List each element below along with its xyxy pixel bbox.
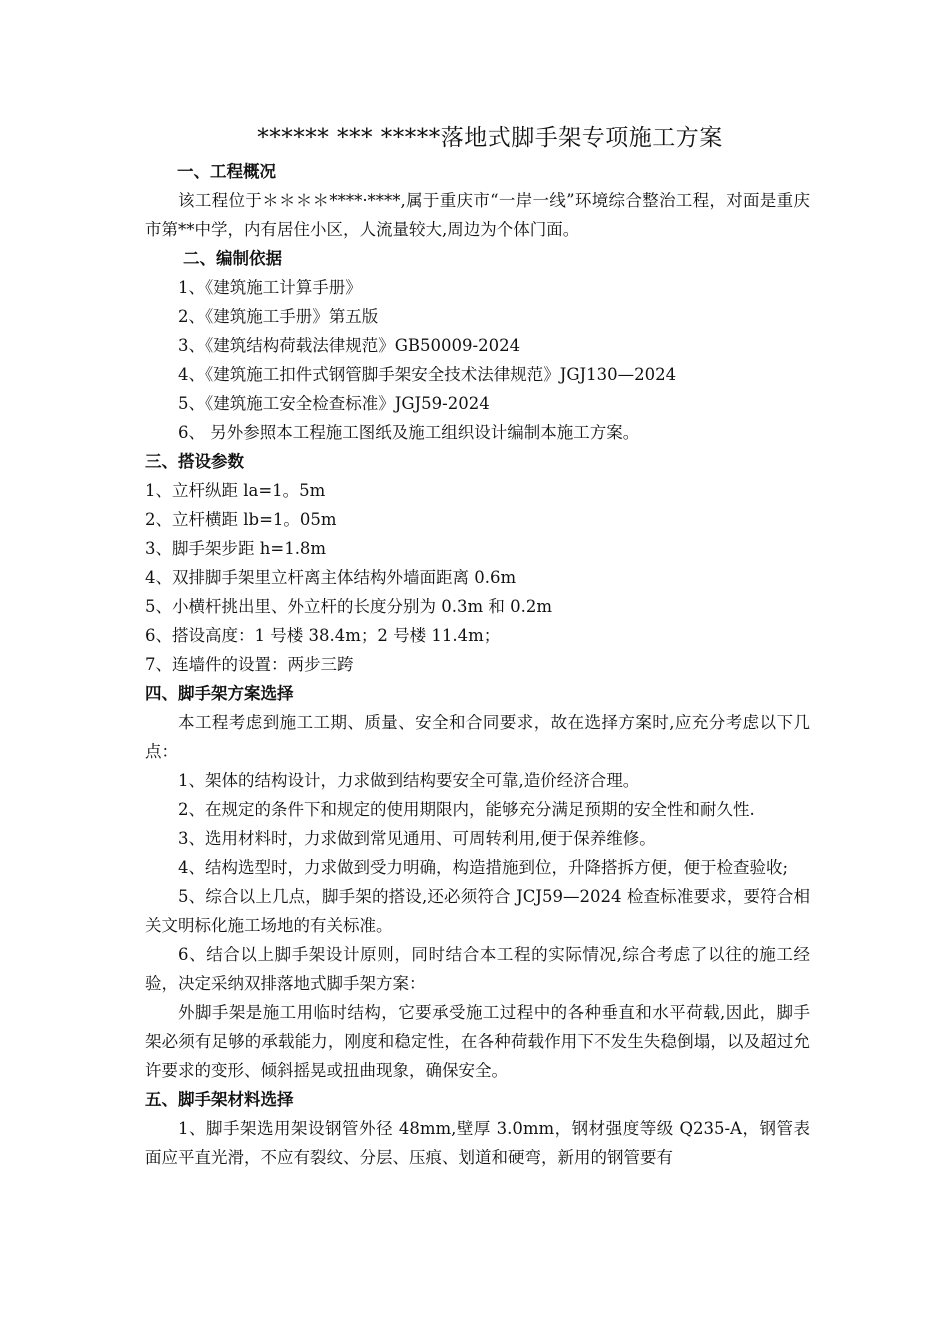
document-body [145, 157, 810, 1172]
parameter-item: 1、立杆纵距 la=1。5m [145, 481, 326, 500]
materials-paragraph: 1、脚手架选用架设钢管外径 48mm,壁厚 3.0mm，钢材强度等级 Q235-A，钢管表面应平直光滑，不应有裂纹、分层、压痕、划道和硬弯，新用的钢管要有 [145, 1119, 810, 1167]
scheme-paragraph: 4、结构选型时，力求做到受力明确，构造措施到位，升降搭拆方便，便于检查验收; [178, 858, 789, 877]
section-heading-materials: 五、脚手架材料选择 [145, 1090, 294, 1109]
section-heading-parameters: 三、搭设参数 [145, 452, 244, 471]
section-paragraph-overview: 该工程位于＊＊＊＊****·****,属于重庆市“一岸一线”环境综合整治工程，对面是重庆市第**中学，内有居住小区，人流量较大,周边为个体门面。 [145, 191, 810, 239]
scheme-paragraph: 本工程考虑到施工工期、质量、安全和合同要求，故在选择方案时,应充分考虑以下几点： [145, 713, 810, 761]
scheme-paragraph: 5、综合以上几点，脚手架的搭设,还必须符合 JCJ59—2024 检查标准要求，要符合相关文明标化施工场地的有关标准。 [145, 887, 810, 935]
scheme-paragraph: 外脚手架是施工用临时结构，它要承受施工过程中的各种垂直和水平荷载,因此，脚手架必须有足够的承载能力，刚度和稳定性，在各种荷载作用下不发生失稳倒塌，以及超过允许要求的变形、倾斜摇晃或扭曲现象，确保安全。 [145, 1003, 810, 1080]
basis-item: 4、《建筑施工扣件式钢管脚手架安全技术法律规范》JGJ130—2024 [178, 365, 677, 384]
basis-item: 1、《建筑施工计算手册》 [178, 278, 362, 297]
basis-item: 5、《建筑施工安全检查标准》JGJ59-2024 [178, 394, 490, 413]
basis-item: 6、 另外参照本工程施工图纸及施工组织设计编制本施工方案。 [178, 423, 640, 442]
scheme-paragraph: 3、选用材料时，力求做到常见通用、可周转利用,便于保养维修。 [178, 829, 656, 848]
section-heading-overview: 一、工程概况 [177, 162, 276, 181]
section-heading-basis: 二、编制依据 [183, 249, 282, 268]
parameter-item: 5、小横杆挑出里、外立杆的长度分别为 0.3m 和 0.2m [145, 597, 553, 616]
parameter-item: 2、立杆横距 lb=1。05m [145, 510, 337, 529]
parameter-item: 7、连墙件的设置：两步三跨 [145, 655, 354, 674]
basis-item: 3、《建筑结构荷载法律规范》GB50009-2024 [178, 336, 521, 355]
document-title: ****** *** *****落地式脚手架专项施工方案 [257, 125, 723, 151]
parameter-item: 6、搭设高度：1 号楼 38.4m；2 号楼 11.4m； [145, 626, 501, 645]
scheme-paragraph: 2、在规定的条件下和规定的使用期限内，能够充分满足预期的安全性和耐久性. [178, 800, 755, 819]
section-heading-scheme: 四、脚手架方案选择 [145, 684, 294, 703]
scheme-paragraph: 6、结合以上脚手架设计原则，同时结合本工程的实际情况,综合考虑了以往的施工经验，决定采纳双排落地式脚手架方案： [145, 945, 810, 993]
parameter-item: 4、双排脚手架里立杆离主体结构外墙面距离 0.6m [145, 568, 517, 587]
scheme-paragraph: 1、架体的结构设计，力求做到结构要安全可靠,造价经济合理。 [178, 771, 640, 790]
basis-item: 2、《建筑施工手册》第五版 [178, 307, 379, 326]
parameter-item: 3、脚手架步距 h=1.8m [145, 539, 327, 558]
